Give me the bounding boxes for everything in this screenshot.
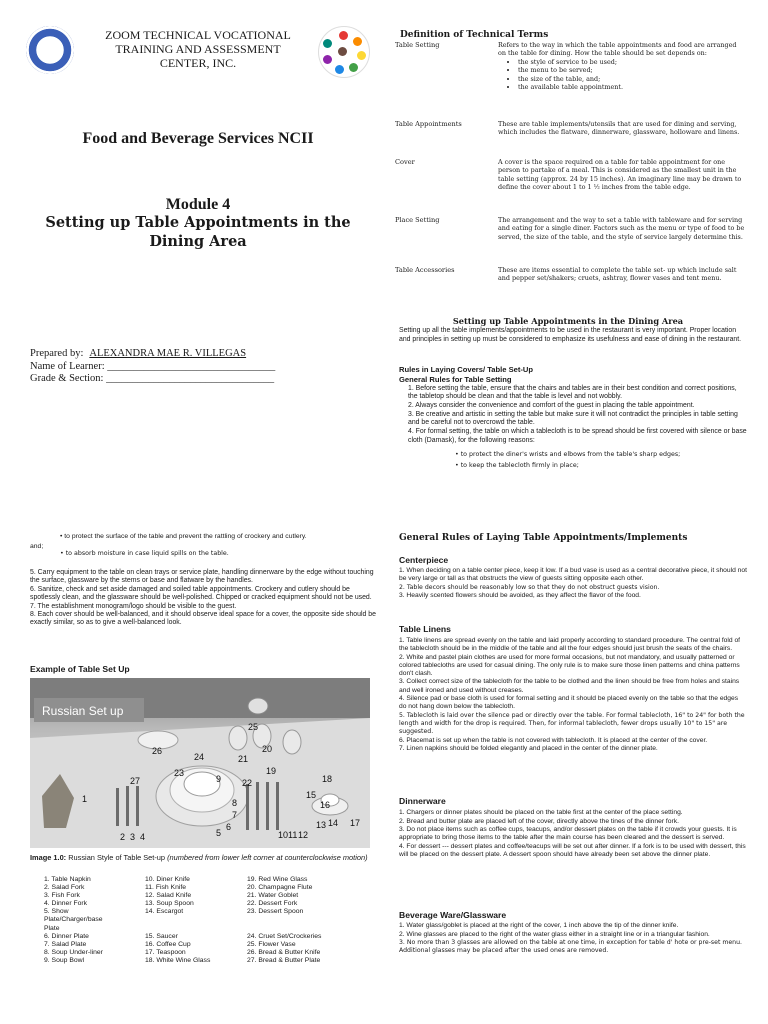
list-item: 4. For formal setting, the table on which a tablecloth is to be spread should be first covered with silence or base cloth (Damask), for the following reasons: [408,428,747,444]
legend-item: 13. Soup Spoon [145,900,194,908]
legend-item: 6. Dinner Plate [44,932,89,940]
list-item: 3. No more than 3 glasses are allowed on the table at one time, in exception for table d' hote or pre-set menu. Additional glasses may be placed after the used ones are removed. [399,939,742,955]
list-item: 4. For dessert --- dessert plates and coffee/teacups will be set out after dinner. If a fork is to be used with dessert, this will be placed on the dessert plate. A dessert spoon should have already been set above the dinner plate. [399,842,746,858]
continued-rules [30,569,376,628]
callout-number: 16 [320,800,331,810]
callout-number: 7 [232,810,238,820]
legend-item: 15. Saucer [145,932,178,940]
list-item: 7. Linen napkins should be folded elegantly and placed in the center of the dinner plate. [399,745,658,753]
grade-field: Grade & Section: ________________________________ [30,373,275,384]
callout-number: 24 [194,752,205,762]
term-table-setting: Table Setting [395,41,440,49]
general-rules-title: General Rules of Laying Table Appointments/Implements [399,533,688,543]
dinnerware-heading: Dinnerware [399,796,446,806]
callout-number: 13 [316,820,327,830]
glass-shape [283,730,301,754]
legend-item: 19. Red Wine Glass [247,876,308,883]
list-item: 7. The establishment monogram/logo should be visible to the guest. [30,602,237,610]
setup-intro: Setting up all the table implements/appointments to be used in the restaurant is very important. Proper location and principles in setting up must be considered to emphasize its usefulness and ease of dining in the restaurant. [399,327,742,343]
legend-item: 9. Soup Bowl [44,956,85,964]
glass-shape [229,726,247,750]
school-line-3: CENTER, INC. [159,56,237,70]
legend-item: 3. Fish Fork [44,892,80,900]
list-item: 1. Chargers or dinner plates should be placed on the table first at the center of the place setting. [399,809,683,816]
legend-item: 27. Bread & Butter Plate [247,956,321,964]
callout-number: 22 [242,778,253,788]
photo-label: Russian Set up [42,704,124,718]
knife-shape [246,784,249,830]
term-table-appointments: Table Appointments [395,120,462,128]
list-item: • the style of service to be used; [518,58,746,66]
callout-number: 21 [238,754,249,764]
prepared-name: ALEXANDRA MAE R. VILLEGAS [89,348,247,359]
callout-number: 15 [306,790,317,800]
table-setting-rules [399,385,747,445]
legend-item [247,925,321,933]
def-bullets [498,58,746,92]
legend-item: 12. Salad Knife [145,892,192,900]
list-item: 5. Tablecloth is laid over the silence pad or directly over the table. For formal tablecloth, 16" to 24" for both the length and width for the drop is required. Then, for informal tablecloth, fewer drops usually 10" to 15" are suggested. [399,711,745,736]
legend-item: Plate/Charger/base [44,916,103,924]
school-line-2: TRAINING AND ASSESSMENT [115,42,281,56]
rules-heading: Rules in Laying Covers/ Table Set-Up [399,365,534,374]
legend-item: 2. Salad Fork [44,884,85,892]
linens-heading: Table Linens [399,624,451,634]
dinnerware-rules [399,809,747,860]
prepared-by-block [30,348,370,386]
knife-shape [266,782,269,830]
module-title [30,213,366,251]
callout-number: 1 [82,794,88,804]
legend-item: 14. Escargot [145,908,184,916]
glassware-heading: Beverage Ware/Glassware [399,910,507,920]
and-word: and; [30,543,44,550]
module-title-line-1: Setting up Table Appointments in the [45,214,351,231]
fork-shape [126,786,129,826]
list-item: 1. When deciding on a table center piece, keep it low. If a bud vase is used as a central decorative piece, it should not be very large or tall as that obstructs the view of guests sitting opposite each other. [399,567,747,583]
callout-number: 25 [248,722,259,732]
callout-number: 20 [262,744,273,754]
callout-number: 23 [174,768,185,778]
callout-number: 17 [350,818,361,828]
list-item: • the available table appointment. [518,83,746,91]
legend-item: 21. Water Goblet [247,892,299,900]
course-title: Food and Beverage Services NCII [82,130,314,147]
legend-item: 25. Flower Vase [247,940,296,948]
callout-number: 5 [216,828,222,838]
list-item: 8. Each cover should be well-balanced, and it should observe ideal space for a cover, the opposite side should be exactly similar, so as to give a well-balanced look. [30,611,376,627]
list-item: 2. Wine glasses are placed to the right of the water glass either in a straight line or in a triangular fashion. [399,930,710,938]
callout-number: 11 [288,830,298,840]
def-place-setting: The arrangement and the way to set a table with tableware and for serving and eating for a single diner. Factors such as the menu or type of food to be served, the size of the table, and the style of service largely determine this. [498,216,745,241]
legend-item: 23. Dessert Spoon [247,908,304,916]
callout-number: 2 [120,832,126,842]
general-rules-heading: General Rules for Table Setting [399,375,512,384]
legend-column [145,876,210,965]
legend-item: 24. Cruet Set/Crockeries [247,932,322,940]
callout-number: 8 [232,798,238,808]
centerpiece-heading: Centerpiece [399,555,449,565]
list-item: 2. Always consider the convenience and comfort of the guest in placing the table appointment. [408,402,695,410]
legend-item: 4. Dinner Fork [44,900,88,908]
glassware-rules [399,922,747,956]
example-heading: Example of Table Set Up [30,664,130,674]
caption-text: Russian Style of Table Set-up [66,853,168,862]
list-item: 6. Sanitize, check and set aside damaged and soiled table appointments. Crockery and cutlery should be spotlessly clean, and the glassware should be well-polished. Chipped or cracked equipment should not be used. [30,585,372,602]
list-item: • the size of the table, and; [518,75,746,83]
term-cover: Cover [395,158,415,166]
def-table-setting [498,41,746,91]
legend-item: 26. Bread & Butter Knife [247,948,321,956]
definitions-heading: Definition of Technical Terms [400,30,549,40]
caption-label: Image 1.0: [30,853,67,862]
legend-item: 22. Dessert Fork [247,900,298,908]
table-setup-photo [30,678,370,848]
soup-bowl-shape [184,772,220,796]
knife-shape [276,782,279,830]
callout-number: 12 [298,830,309,840]
module-title-line-2: Dining Area [149,233,247,250]
legend-item: 20. Champagne Flute [247,884,313,892]
legend-item: 5. Show [44,908,69,916]
figure-caption [30,853,370,862]
list-item: • the menu to be served; [518,66,746,74]
term-table-accessories: Table Accessories [395,266,455,274]
list-item: 2. Bread and butter plate are placed left of the cover, directly above the tines of the dinner fork. [399,817,679,825]
learner-field: Name of Learner: ________________________________ [30,360,276,372]
legend-item [145,916,210,924]
callout-number: 19 [266,766,277,776]
list-item: 1. Table linens are spread evenly on the table and laid properly according to standard procedure. The central fold of the tablecloth should be in the middle of the table and all the four edges should just brush the seats of the chairs. [399,637,741,653]
legend-item: 7. Salad Plate [44,940,87,948]
def-text: Refers to the way in which the table appointments and food are arranged on the table for dining. How the table should be set depends on: [498,41,737,58]
list-item: 5. Carry equipment to the table on clean trays or service plate, handling dinnerware by the edge without touching the surface, glassware by the stems or base and flatware by the handles. [30,569,374,585]
callout-number: 27 [130,776,141,786]
caption-note: (numbered from lower left corner at counterclockwise motion) [167,853,368,862]
legend-item: 10. Diner Knife [145,876,190,883]
list-item: 1. Before setting the table, ensure that the chairs and tables are in their best condition and correct positions, the tabletop should be clean and that the table is level and not wobbly. [408,385,737,401]
legend-column [44,876,103,965]
knife-shape [256,782,259,830]
def-cover: A cover is the space required on a table for table appointment for one person to partake of a meal. This is considered as the smallest unit in the table setting (approx. 24 by 15 inches). An imaginary line may be drawn to define the cover about 1 to 1 ½ inches from the table edge. [498,158,742,192]
reason-item: • to protect the surface of the table and prevent the rattling of crockery and cutlery. [60,533,307,540]
list-item: 6. Placemat is set up when the table is not covered with tablecloth. It is placed at the center of the cover. [399,736,708,744]
callout-number: 3 [130,832,136,842]
term-place-setting: Place Setting [395,216,440,224]
legend-item: 1. Table Napkin [44,876,91,883]
deped-seal-logo [26,26,74,74]
legend-item: 17. Teaspoon [145,948,186,956]
legend-column [247,876,321,965]
module-number: Module 4 [165,196,231,213]
reason-item: • to keep the tablecloth firmly in place; [455,462,579,469]
zoom-logo [318,26,370,78]
list-item: 3. Heavily scented flowers should be avoided, as they affect the flavor of the food. [399,592,641,600]
def-table-appointments: These are table implements/utensils that are used for dining and serving, which includes the flatware, dinnerware, glassware, holloware and linens. [498,120,740,137]
flower-vase-shape [248,698,268,714]
legend-item: Plate [44,924,60,932]
list-item: 2. White and pastel plain clothes are used for more formal occasions, but not mandatory, and usually patterned or colored tablecloths are used for casual dining. The only rule is to make sure those linen patterns and china patterns don't clash. [399,653,740,677]
legend-item [145,925,210,933]
list-item: 4. Silence pad or base cloth is used for formal setting and it should be placed evenly on the table so that the edges do not hang down below the tablecloth. [399,695,739,711]
def-table-accessories: These are items essential to complete the table set- up which include salt and pepper set/shakers; cruets, ashtray, flower vases and tent menu. [498,266,737,283]
fork-shape [116,788,119,826]
callout-number: 10 [278,830,289,840]
callout-number: 26 [152,746,163,756]
callout-number: 6 [226,822,232,832]
list-item: 2. Table decors should be reasonably low so that they do not obstruct guests vision. [399,583,660,591]
reason-item: • to protect the diner's wrists and elbows from the table's sharp edges; [455,451,681,458]
legend-item: 8. Soup Under-liner [44,948,103,956]
list-item: 3. Be creative and artistic in setting the table but make sure it will not contradict the principles in table setting and be careful not to overcrowd the table. [408,411,738,427]
callout-number: 18 [322,774,333,784]
callout-number: 4 [140,832,146,842]
school-line-1: ZOOM TECHNICAL VOCATIONAL [105,28,291,42]
linens-rules [399,637,747,754]
legend-item: 11. Fish Knife [145,884,187,892]
list-item: 1. Water glass/goblet is placed at the right of the cover, 1 inch above the tip of the dinner knife. [399,922,679,929]
legend-item [247,916,321,924]
prepared-label: Prepared by: [30,348,84,359]
centerpiece-rules [399,567,747,601]
list-item: 3. Collect correct size of the tablecloth for the table to be clothed and the linen should be free from holes and stains and well ironed and used without creases. [399,678,740,694]
school-name [80,28,316,70]
list-item: 3. Do not place items such as coffee cups, teacups, and/or dessert plates on the table if it crowds your guests. It is appropriate to bring those items to the table after the main course has been cleared and the dessert is served. [399,826,737,842]
fork-shape [136,786,139,826]
callout-number: 14 [328,818,339,828]
legend-item: 16. Coffee Cup [145,940,191,948]
callout-number: 9 [216,774,222,784]
setup-section-title: Setting up Table Appointments in the Dining Area [452,316,684,326]
table-setup-illustration [30,678,370,848]
legend-item: 18. White Wine Glass [145,956,211,964]
reason-item: • to absorb moisture in case liquid spills on the table. [60,550,229,557]
